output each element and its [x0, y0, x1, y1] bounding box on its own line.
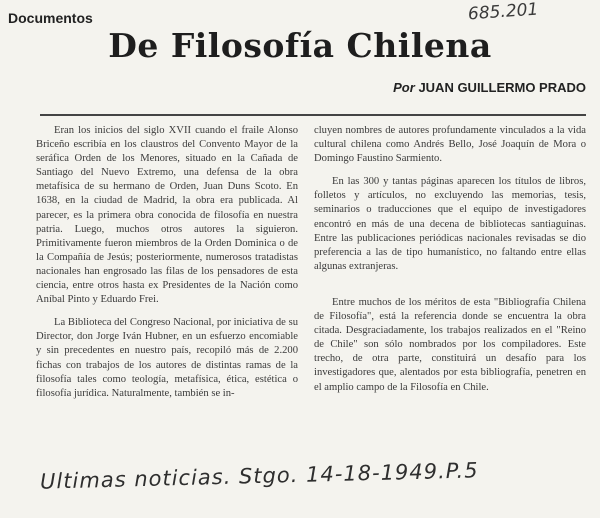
article-title: De Filosofía Chilena [108, 26, 492, 65]
byline-author: JUAN GUILLERMO PRADO [418, 80, 586, 95]
byline-prefix: Por [393, 80, 415, 95]
handwritten-source-note: Ultimas noticias. Stgo. 14-18-1949.P.5 [39, 458, 479, 494]
paragraph: Eran los inicios del siglo XVII cuando el fraile Alonso Briceño escribía en los claustros del Convento Mayor de la seráfica Orden de los Menores, situado en la Cañada de Santiago del Nuevo Extremo, una defensa de la obra metafísica de su hermano de Orden, Juan Duns Scoto. En 1638, en la ciudad de Madrid, la obra era publicada. Al parecer, es la primera obra conocida de filosofía en nuestra patria. Luego, muchos otros autores la siguieron. Primitivamente fueron miembros de la Orden Dominica o de la Compañía de Jesús; posteriormente, numerosos tratadistas nacionales han engrosado las filas de los pensadores de esta ciencia, entre otros hasta ex Presidentes de la Nación como Aníbal Pinto y Eduardo Frei. [36, 125, 298, 306]
paragraph: Entre muchos de los méritos de esta "Bibliografía Chilena de Filosofía", está la referencia donde se encuentra la obra citada. Desgraciadamente, los trabajos realizados en el "Reino de Chile" son sólo nombrados por los compiladores. Este trecho, de otra parte, constituirá un desafío para los investigadores que, alentados por esta bibliografía, penetren en el amplio campo de la Filosofía en Chile. [314, 296, 586, 393]
byline [393, 80, 586, 95]
column-left [36, 124, 298, 410]
paragraph: La Biblioteca del Congreso Nacional, por iniciativa de su Director, don Jorge Iván Hubner, en un esfuerzo encomiable y sin precedentes en nuestro país, recopiló más de 2.200 fichas con trabajos de los autores de distintas ramas de la filosofía tales como teología, metafísica, ética, estética o filosofía jurídica. Naturalmente, también se in- [36, 317, 298, 399]
section-label: Documentos [8, 10, 93, 26]
column-right [314, 124, 586, 404]
divider-rule [40, 114, 586, 116]
handwritten-code: 685.201 [467, 0, 539, 25]
paragraph: cluyen nombres de autores profundamente vinculados a la vida cultural chilena como Andrés Bello, José Joaquín de Mora o Domingo Faustino Sarmiento. [314, 125, 586, 165]
paragraph: En las 300 y tantas páginas aparecen los títulos de libros, folletos y artículos, no excluyendo las memorias, tesis, seminarios o traducciones que el equipo de investigadores encontró en más de una decena de bibliotecas santiaguinas. Entre las publicaciones periódicas nacionales revisadas se dio preferencia a las de tipo humanístico, no faltando entre ellas algunas extranjeras. [314, 176, 586, 272]
